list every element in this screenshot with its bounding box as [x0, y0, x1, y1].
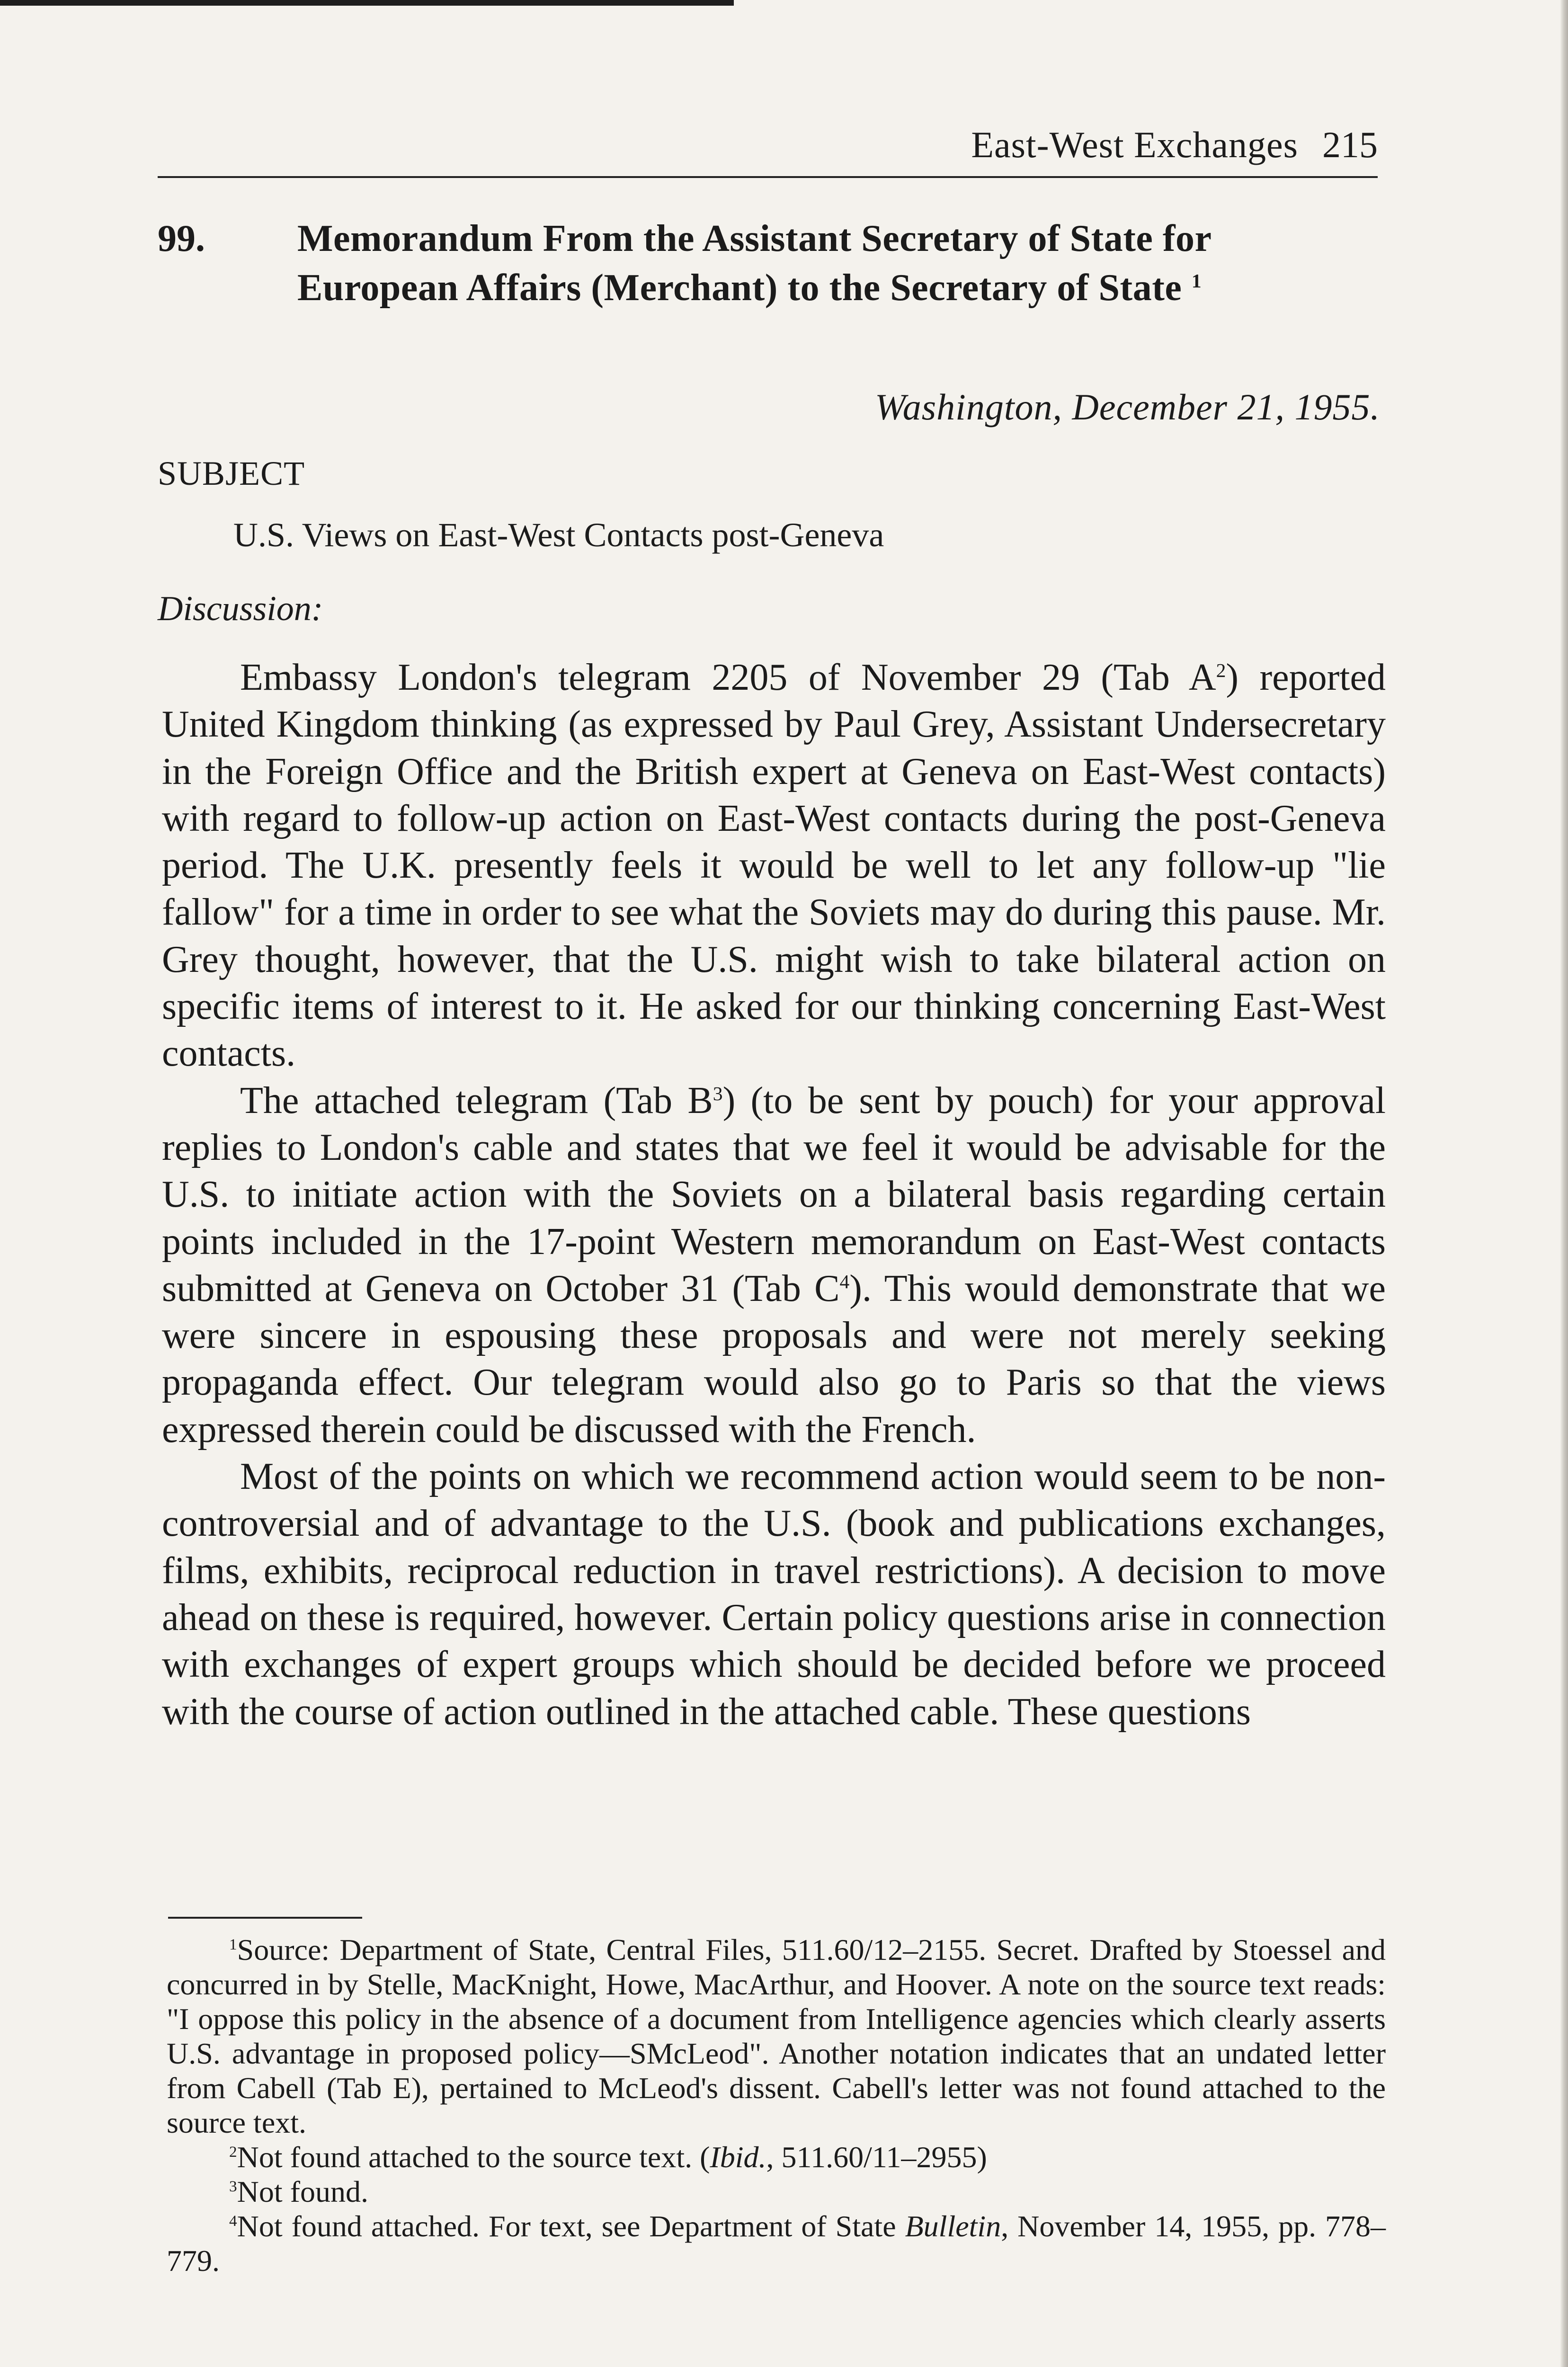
subject-label: SUBJECT	[158, 454, 305, 492]
running-header	[158, 123, 1378, 178]
footnote-ref-3: 3	[713, 1082, 723, 1104]
footnote-text: Not found attached. For text, see Department of State	[237, 2209, 905, 2243]
footnote-mark: 1	[229, 1936, 237, 1954]
footnote-text: , 511.60/11–2955)	[766, 2140, 987, 2174]
footnote-1	[167, 1932, 1386, 2140]
dateline: Washington, December 21, 1955.	[874, 386, 1380, 427]
footnote-3	[167, 2174, 1386, 2209]
memo-body	[162, 654, 1386, 1735]
footnote-mark: 4	[229, 2212, 237, 2230]
footnote-ref-1: 1	[1191, 269, 1202, 292]
body-paragraph-1	[162, 654, 1386, 1077]
body-text: The attached telegram (Tab B	[240, 1079, 713, 1121]
body-text: ) reported United Kingdom thinking (as expressed by Paul Grey, Assistant Undersecretary in the Foreign Office and the British expert at Geneva on East-West contacts) with regard to follow-up action on East-West contacts during the post-Geneva period. The U.K. presently feels it would be well to let any follow-up "lie fallow" for a time in order to see what the Soviets may do during this pause. Mr. Grey thought, however, that the U.S. might wish to take bilateral action on specific items of interest to it. He asked for our thinking concerning East-West contacts.	[162, 657, 1386, 1075]
footnote-mark: 2	[229, 2143, 237, 2161]
top-border-rule	[0, 0, 734, 6]
page-edge-shadow	[1560, 0, 1568, 2367]
subject-text: U.S. Views on East-West Contacts post-Geneva	[233, 516, 884, 554]
footnote-divider	[168, 1917, 362, 1919]
footnote-text: Not found attached to the source text. (	[237, 2140, 710, 2174]
body-paragraph-3: Most of the points on which we recommend action would seem to be non-controversial and of advantage to the U.S. (book and publications exchanges, films, exhibits, reciprocal reduction in travel restrictions). A decision to move ahead on these is required, however. Certain policy questions arise in connection with exchanges of expert groups which should be decided before we proceed with the course of action outlined in the attached cable. These questions	[162, 1456, 1386, 1733]
footnotes	[167, 1932, 1386, 2278]
footnote-italic: Bulletin	[905, 2209, 1001, 2243]
body-text: ) (to be sent by pouch) for your approval replies to London's cable and states that we feel it would be advisable for the U.S. to initiate action with the Soviets on a bilateral basis regarding certain points included in the 17-point Western memorandum on East-West contacts submitted at Geneva on October 31 (Tab C	[162, 1079, 1386, 1309]
discussion-label: Discussion:	[158, 589, 323, 628]
footnote-2	[167, 2140, 1386, 2174]
footnote-text: , November 14, 1955, pp. 778–779.	[167, 2209, 1386, 2278]
footnote-mark: 3	[229, 2178, 237, 2196]
body-text: ). This would demonstrate that we were sincere in espousing these proposals and were not merely seeking propaganda effect. Our telegram would also go to Paris so that the views expressed therein could be discussed with the French.	[162, 1267, 1386, 1450]
page-number: 215	[1322, 124, 1378, 165]
footnote-4	[167, 2209, 1386, 2278]
document-title	[297, 214, 1344, 312]
body-paragraph-2	[162, 1077, 1386, 1453]
body-text: Embassy London's telegram 2205 of November 29 (Tab A	[240, 657, 1216, 698]
footnote-ref-2: 2	[1216, 659, 1226, 681]
footnote-ref-4: 4	[839, 1270, 850, 1292]
document-title-text: Memorandum From the Assistant Secretary of State for European Affairs (Merchant) to the Secretary of State	[297, 218, 1212, 309]
footnote-text: Not found.	[237, 2175, 368, 2208]
document-number: 99.	[158, 218, 205, 259]
footnote-text: Source: Department of State, Central Files, 511.60/12–2155. Secret. Drafted by Stoessel and concurred in by Stelle, MacKnight, Howe, MacArthur, and Hoover. A note on the source text reads: "I oppose this policy in the absence of a document from Intelligence agencies which clearly asserts U.S. advantage in proposed policy—SMcLeod". Another notation indicates that an undated letter from Cabell (Tab E), pertained to McLeod's dissent. Cabell's letter was not found attached to the source text.	[167, 1933, 1386, 2139]
running-title: East-West Exchanges	[971, 124, 1298, 165]
footnote-italic: Ibid.	[710, 2140, 766, 2174]
